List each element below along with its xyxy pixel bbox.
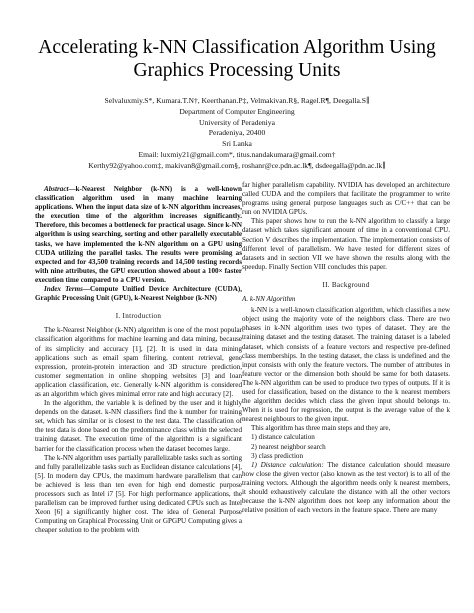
abstract-label: Abstract [44, 185, 69, 193]
author-block [20, 96, 454, 172]
author-country: Sri Lanka [222, 139, 252, 149]
intro-paragraph-2: In the algorithm, the variable k is defined by the user and it highly depends on the dataset. k-NN classifiers find the k number for training set, which has similar or is closest to the test data. The classification of the test data is done based on the predominance class within the selected training dataset. The execution time of the algorithm is a significant barrier for the classification process when the dataset becomes large. [35, 399, 242, 453]
index-terms-label: Index Terms [44, 285, 83, 294]
intro-paragraph-1: The k-Nearest Neighbor (k-NN) algorithm is one of the most popular classification algorithms for machine learning and data mining, because of its simplicity and accuracy [1], [2]. It is used in data mining applications such as email spam filtering, content retrieval, gene expression, protein-protein interaction and 3D structure prediction, customer segmentation in online shopping websites [3] and loan application classification, etc. Generally k-NN algorithm is considered as an algorithm which gives minimal error rate and high accuracy [2]. [35, 326, 242, 398]
left-column [35, 185, 242, 535]
author-emails-2: Kerthy92@yahoo.com‡, makivan8@gmail.com§, roshanr@ce.pdn.ac.lk¶, dsdeegalla@pdn.ac.lk∥ [88, 160, 386, 170]
intro-paragraph-4: far higher parallelism capability. NVIDIA has developed an architecture called CUDA and the compilers that facilitate the programmer to write programs using general purpose languages such as C/C++ that can be run on NVIDIA GPUs. [242, 181, 450, 217]
section-heading-introduction: I. Introduction [115, 312, 162, 321]
section-heading-background: II. Background [322, 280, 370, 289]
list-item: 1) distance calculation [251, 433, 315, 442]
author-city: Peradeniya, 20400 [208, 128, 266, 138]
background-paragraph-2: This algorithm has three main steps and they are, [251, 424, 391, 433]
subsection-heading-knn: A. k-NN Algorithm [242, 295, 296, 304]
index-terms [35, 285, 242, 303]
author-university: University of Peradeniya [199, 117, 275, 127]
title-line-1: Accelerating k-NN Classification Algorithm Using [38, 37, 436, 58]
paper-title [20, 36, 454, 82]
background-paragraph-1: k-NN is a well-known classification algorithm, which classifies a new object using the majority vote of the neighbors class. There are two phases in k-NN algorithm uses two types of dataset. They are the training dataset and the testing dataset. The training dataset is a labeled dataset, which consists of a feature vectors and respective pre-defined class memberships. In the testing dataset, the class is undefined and the input consists with only the feature vectors. The number of attributes in feature vector or the dimension both should be same for both datasets. The k-NN algorithm can be used to produce two types of outputs. If it is used for classification, based on the distance to the k nearest members the algorithm decides which class the given input should belongs to. When it is used for regression, the output is the average value of the k nearest neighbours to the given input. [242, 306, 450, 424]
index-terms-text: —Compute Unified Device Architecture (CUDA), Graphic Processing Unit (GPU), k-Nearest Neighbor (k-NN) [35, 285, 242, 303]
author-names: Selvaluxmiy.S*, Kumara.T.N†, Keerthanan.P‡, Velmakivan.R§, Ragel.R¶, Deegalla.S∥ [104, 96, 370, 105]
right-column [242, 181, 450, 515]
abstract [35, 185, 242, 285]
distance-calculation-text: The distance calculation should measure how close the given vector (also known as the test vector) is to all of the training vectors. Although the algorithm needs only k nearest members, it should exhaustively calculate the distance with all the other vectors because the k-NN algorithm does not keep any information about the relative position of each vectors in the feature space. There are many [242, 460, 451, 515]
steps-list [242, 433, 450, 460]
intro-paragraph-5: This paper shows how to run the k-NN algorithm to classify a large dataset which takes significant amount of time in a conventional CPU. Section V describes the implementation. The implementation consists of different level of parallelism. We have tested for different sizes of datasets and in section VII we have shown the results along with the speedup. Finally Section VIII concludes this paper. [242, 217, 450, 271]
author-emails-1: Email: luxmiy21@gmail.com*, titus.nandakumara@gmail.com† [138, 149, 336, 159]
distance-calculation-label: 1) Distance calculation: [251, 460, 324, 469]
list-item: 3) class prediction [251, 451, 304, 460]
title-line-2: Graphics Processing Units [133, 60, 341, 81]
list-item: 2) nearest neighbor search [251, 442, 326, 451]
author-department: Department of Computer Engineering [179, 106, 295, 116]
intro-paragraph-3: The k-NN algorithm uses partially parallelizable tasks such as sorting and fully parallelizable tasks such as Euclidean distance calculations [4], [5]. In modern day CPUs, the maximum hardware parallelism that can be achieved is less than ten even for high end domestic purpose processors such as Intel i7 [5]. For high performance applications, the parallelism can be improved further using dedicated CPUs such as Intel Xeon [6] a significantly higher cost. The idea of General Purpose Computing on Graphical Processing Unit or GPGPU Computing gives a cheaper solution to the problem with [35, 453, 242, 535]
distance-calculation-paragraph [242, 461, 450, 516]
abstract-text: —k-Nearest Neighbor (k-NN) is a well-known classification algorithm used in many machine learning applications. When the input data size of k-NN algorithm increases, the execution time of the algorithm increases significantly. Therefore, this becomes a bottleneck for practical usage. Since k-NN algorithm is using searching, sorting and other parallelly executable tasks, we have implemented the k-NN algorithm on a GPU using CUDA utilizing the parallel tasks. The results were promising as expected and for 43,500 training records and 14,500 testing records with nine attributes, the GPU execution showed about a 100× faster execution time compared to a CPU version. [35, 185, 242, 284]
